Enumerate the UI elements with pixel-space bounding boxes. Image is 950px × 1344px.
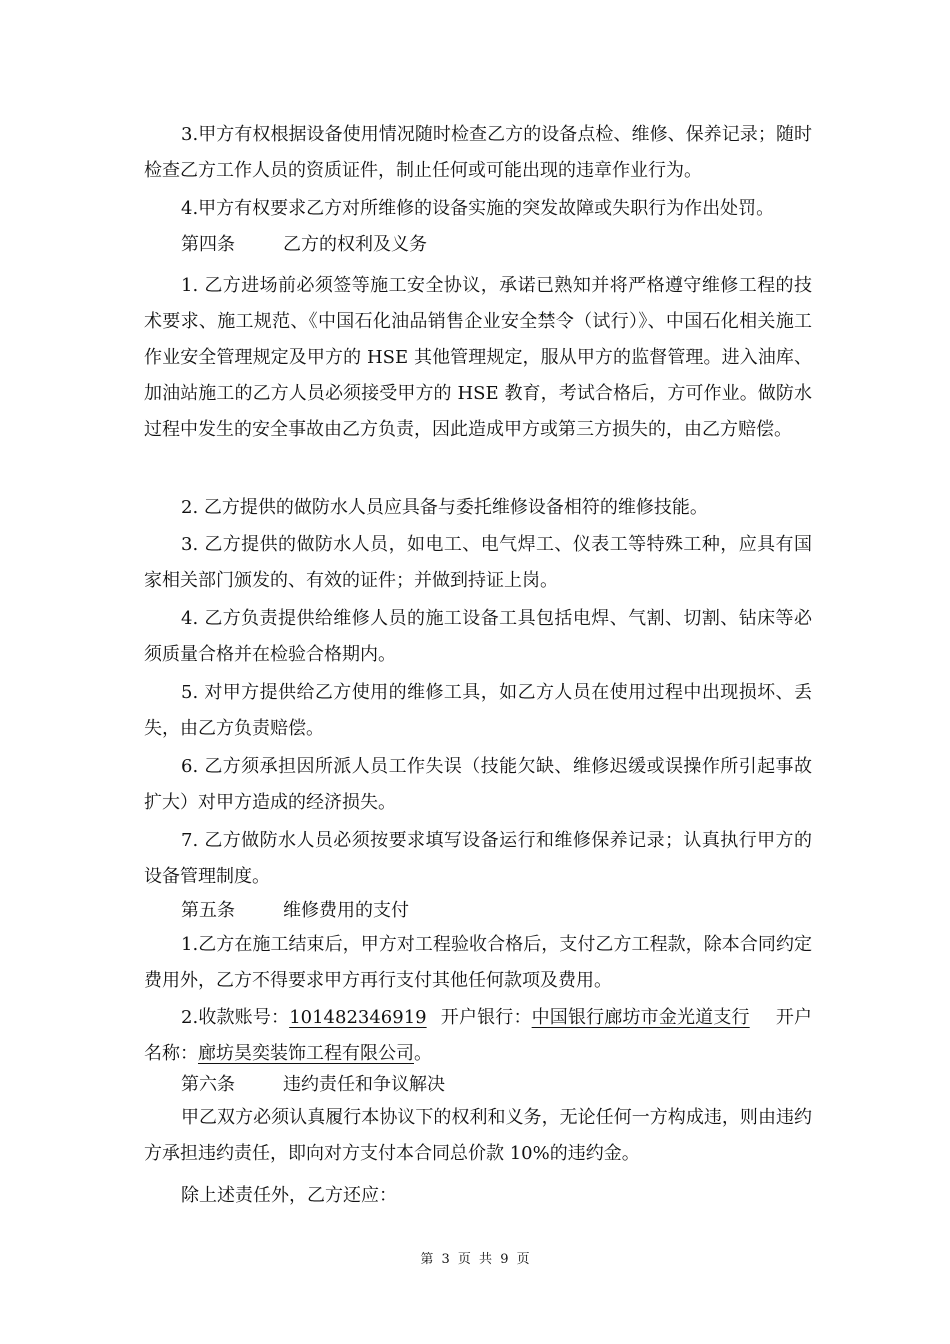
breach-paragraph: 甲乙双方必须认真履行本协议下的权利和义务，无论任何一方构成违，则由违约方承担违约责任，即向对方支付本合同总价款 10%的违约金。 — [144, 1107, 812, 1164]
account-name: 廊坊昊奕装饰工程有限公司 — [198, 1043, 414, 1064]
bank-name: 中国银行廊坊市金光道支行 — [531, 1007, 750, 1028]
article-5-title: 维修费用的支付 — [283, 900, 409, 921]
item-2-paragraph: 2. 乙方提供的做防水人员应具备与委托维修设备相符的维修技能。 — [181, 497, 708, 518]
item-4-paragraph: 4. 乙方负责提供给维修人员的施工设备工具包括电焊、气割、切割、钻床等必须质量合格并在检验合格期内。 — [144, 608, 812, 665]
clause-4-paragraph: 4.甲方有权要求乙方对所维修的设备实施的突发故障或失职行为作出处罚。 — [181, 198, 775, 219]
item-1-paragraph: 1. 乙方进场前必须签等施工安全协议，承诺已熟知并将严格遵守维修工程的技术要求、施工规范、《中国石化油品销售企业安全禁令（试行）》、中国石化相关施工作业安全管理规定及甲方的 HSE 其他管理规定，服从甲方的监督管理。进入油库、加油站施工的乙方人员必须接受甲方的 HSE 教育，考试合格后，方可作业。做防水过程中发生的安全事故由乙方负责，因此造成甲方或第三方损失的，由乙方赔偿。 — [144, 275, 812, 440]
article-6-number: 第六条 — [181, 1074, 235, 1095]
account-end-punct: 。 — [414, 1043, 432, 1064]
article-4-number: 第四条 — [181, 234, 235, 255]
payment-account-paragraph — [144, 1000, 812, 1072]
page-footer: 第 3 页 共 9 页 — [420, 1252, 530, 1267]
account-name-label: 开户名称： — [144, 1007, 813, 1064]
bank-label: 开户银行： — [440, 1007, 532, 1028]
article-4-heading — [181, 230, 427, 260]
item-3-paragraph: 3. 乙方提供的做防水人员，如电工、电气焊工、仪表工等特殊工种，应具有国家相关部门颁发的、有效的证件；并做到持证上岗。 — [144, 534, 812, 591]
article-6-title: 违约责任和争议解决 — [283, 1074, 445, 1095]
item-7-paragraph: 7. 乙方做防水人员必须按要求填写设备运行和维修保养记录；认真执行甲方的设备管理制度。 — [144, 830, 812, 887]
article-6-heading — [181, 1070, 445, 1100]
additional-duties-paragraph: 除上述责任外，乙方还应： — [181, 1185, 397, 1206]
article-4-title: 乙方的权利及义务 — [283, 234, 427, 255]
article-5-heading — [181, 896, 409, 926]
account-label: 2.收款账号： — [181, 1007, 290, 1028]
article-5-number: 第五条 — [181, 900, 235, 921]
item-6-paragraph: 6. 乙方须承担因所派人员工作失误（技能欠缺、维修迟缓或误操作所引起事故扩大）对甲方造成的经济损失。 — [144, 756, 812, 813]
item-5-paragraph: 5. 对甲方提供给乙方使用的维修工具，如乙方人员在使用过程中出现损坏、丢失，由乙方负责赔偿。 — [144, 682, 812, 739]
account-number: 101482346919 — [289, 1007, 427, 1028]
clause-3-paragraph: 3.甲方有权根据设备使用情况随时检查乙方的设备点检、维修、保养记录；随时检查乙方工作人员的资质证件，制止任何或可能出现的违章作业行为。 — [144, 124, 812, 181]
payment-clause-1: 1.乙方在施工结束后，甲方对工程验收合格后，支付乙方工程款，除本合同约定费用外，乙方不得要求甲方再行支付其他任何款项及费用。 — [144, 934, 812, 991]
